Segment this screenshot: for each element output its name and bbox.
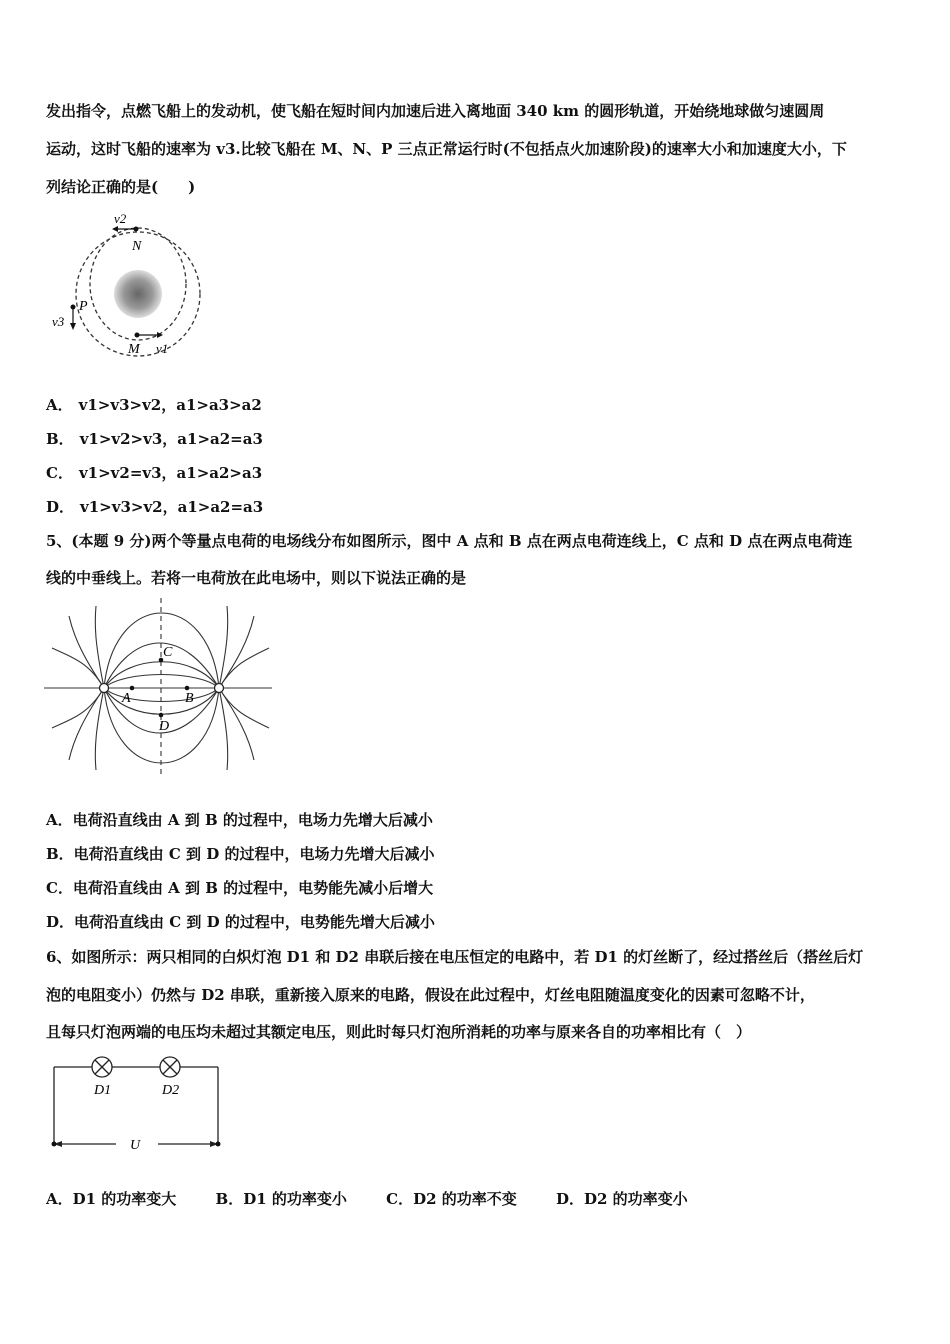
label-v3: v3 [52,314,65,329]
q6-line-2: 泡的电阻变小）仍然与 D2 串联，重新接入原来的电路，假设在此过程中，灯丝电阻随温度变化的因素可忽略不计， [46,986,815,1004]
q6-option-a: A．D1 的功率变大 [46,1190,177,1208]
point-d [159,713,164,718]
q4-option-a: A． v1>v3>v2，a1>a3>a2 [46,396,262,414]
label-d2: D2 [162,1083,180,1098]
q5-option-b: B．电荷沿直线由 C 到 D 的过程中，电场力先增大后减小 [46,845,435,863]
label-d: D [159,719,170,734]
q4-option-d: D． v1>v3>v2，a1>a2=a3 [46,498,264,516]
q6-option-b: B．D1 的功率变小 [215,1190,347,1208]
label-p: P [79,299,88,314]
label-b: B [185,691,194,706]
q4-line-2: 运动，这时飞船的速率为 v3.比较飞船在 M、N、P 三点正常运行时(不包括点火加速阶段)的速率大小和加速度大小，下 [46,140,847,158]
q5-option-d: D．电荷沿直线由 C 到 D 的过程中，电势能先增大后减小 [46,913,435,931]
label-n: N [132,239,142,254]
point-b [185,686,190,691]
label-c: C [163,645,173,660]
q5-line-1: 5、(本题 9 分)两个等量点电荷的电场线分布如图所示，图中 A 点和 B 点在两点电荷连线上，C 点和 D 点在两点电荷连 [46,532,853,550]
label-m: M [128,342,140,357]
q4-option-b: B． v1>v2>v3，a1>a2=a3 [46,430,263,448]
q6-line-1: 6、如图所示：两只相同的白炽灯泡 D1 和 D2 串联后接在电压恒定的电路中，若 D1 的灯丝断了，经过搭丝后（搭丝后灯 [46,948,864,966]
q4-line-1: 发出指令，点燃飞船上的发动机，使飞船在短时间内加速后进入离地面 340 km 的圆形轨道，开始绕地球做匀速圆周 [46,102,825,120]
charge-right [215,684,224,693]
q6-options-row [46,1188,722,1210]
q6-option-c: C．D2 的功率不变 [386,1190,517,1208]
label-d1: D1 [94,1083,112,1098]
q4-option-c: C． v1>v2=v3，a1>a2>a3 [46,464,263,482]
earth [114,270,162,318]
q6-line-3: 且每只灯泡两端的电压均未超过其额定电压，则此时每只灯泡所消耗的功率与原来各自的功率相比有（ ） [46,1023,752,1041]
q4-line-3: 列结论正确的是( ) [46,178,196,196]
q5-line-2: 线的中垂线上。若将一电荷放在此电场中，则以下说法正确的是 [46,569,467,587]
charge-left [100,684,109,693]
label-v1: v1 [156,341,169,356]
label-v2: v2 [114,211,127,226]
point-a [130,686,135,691]
q6-option-d: D．D2 的功率变小 [555,1190,688,1208]
orbit-diagram [48,208,218,360]
label-u: U [130,1138,141,1153]
q5-option-a: A．电荷沿直线由 A 到 B 的过程中，电场力先增大后减小 [46,811,433,829]
q5-option-c: C．电荷沿直线由 A 到 B 的过程中，电势能先减小后增大 [46,879,434,897]
circuit-diagram [46,1052,226,1156]
label-a: A [122,691,131,706]
field-lines-diagram [44,598,272,778]
